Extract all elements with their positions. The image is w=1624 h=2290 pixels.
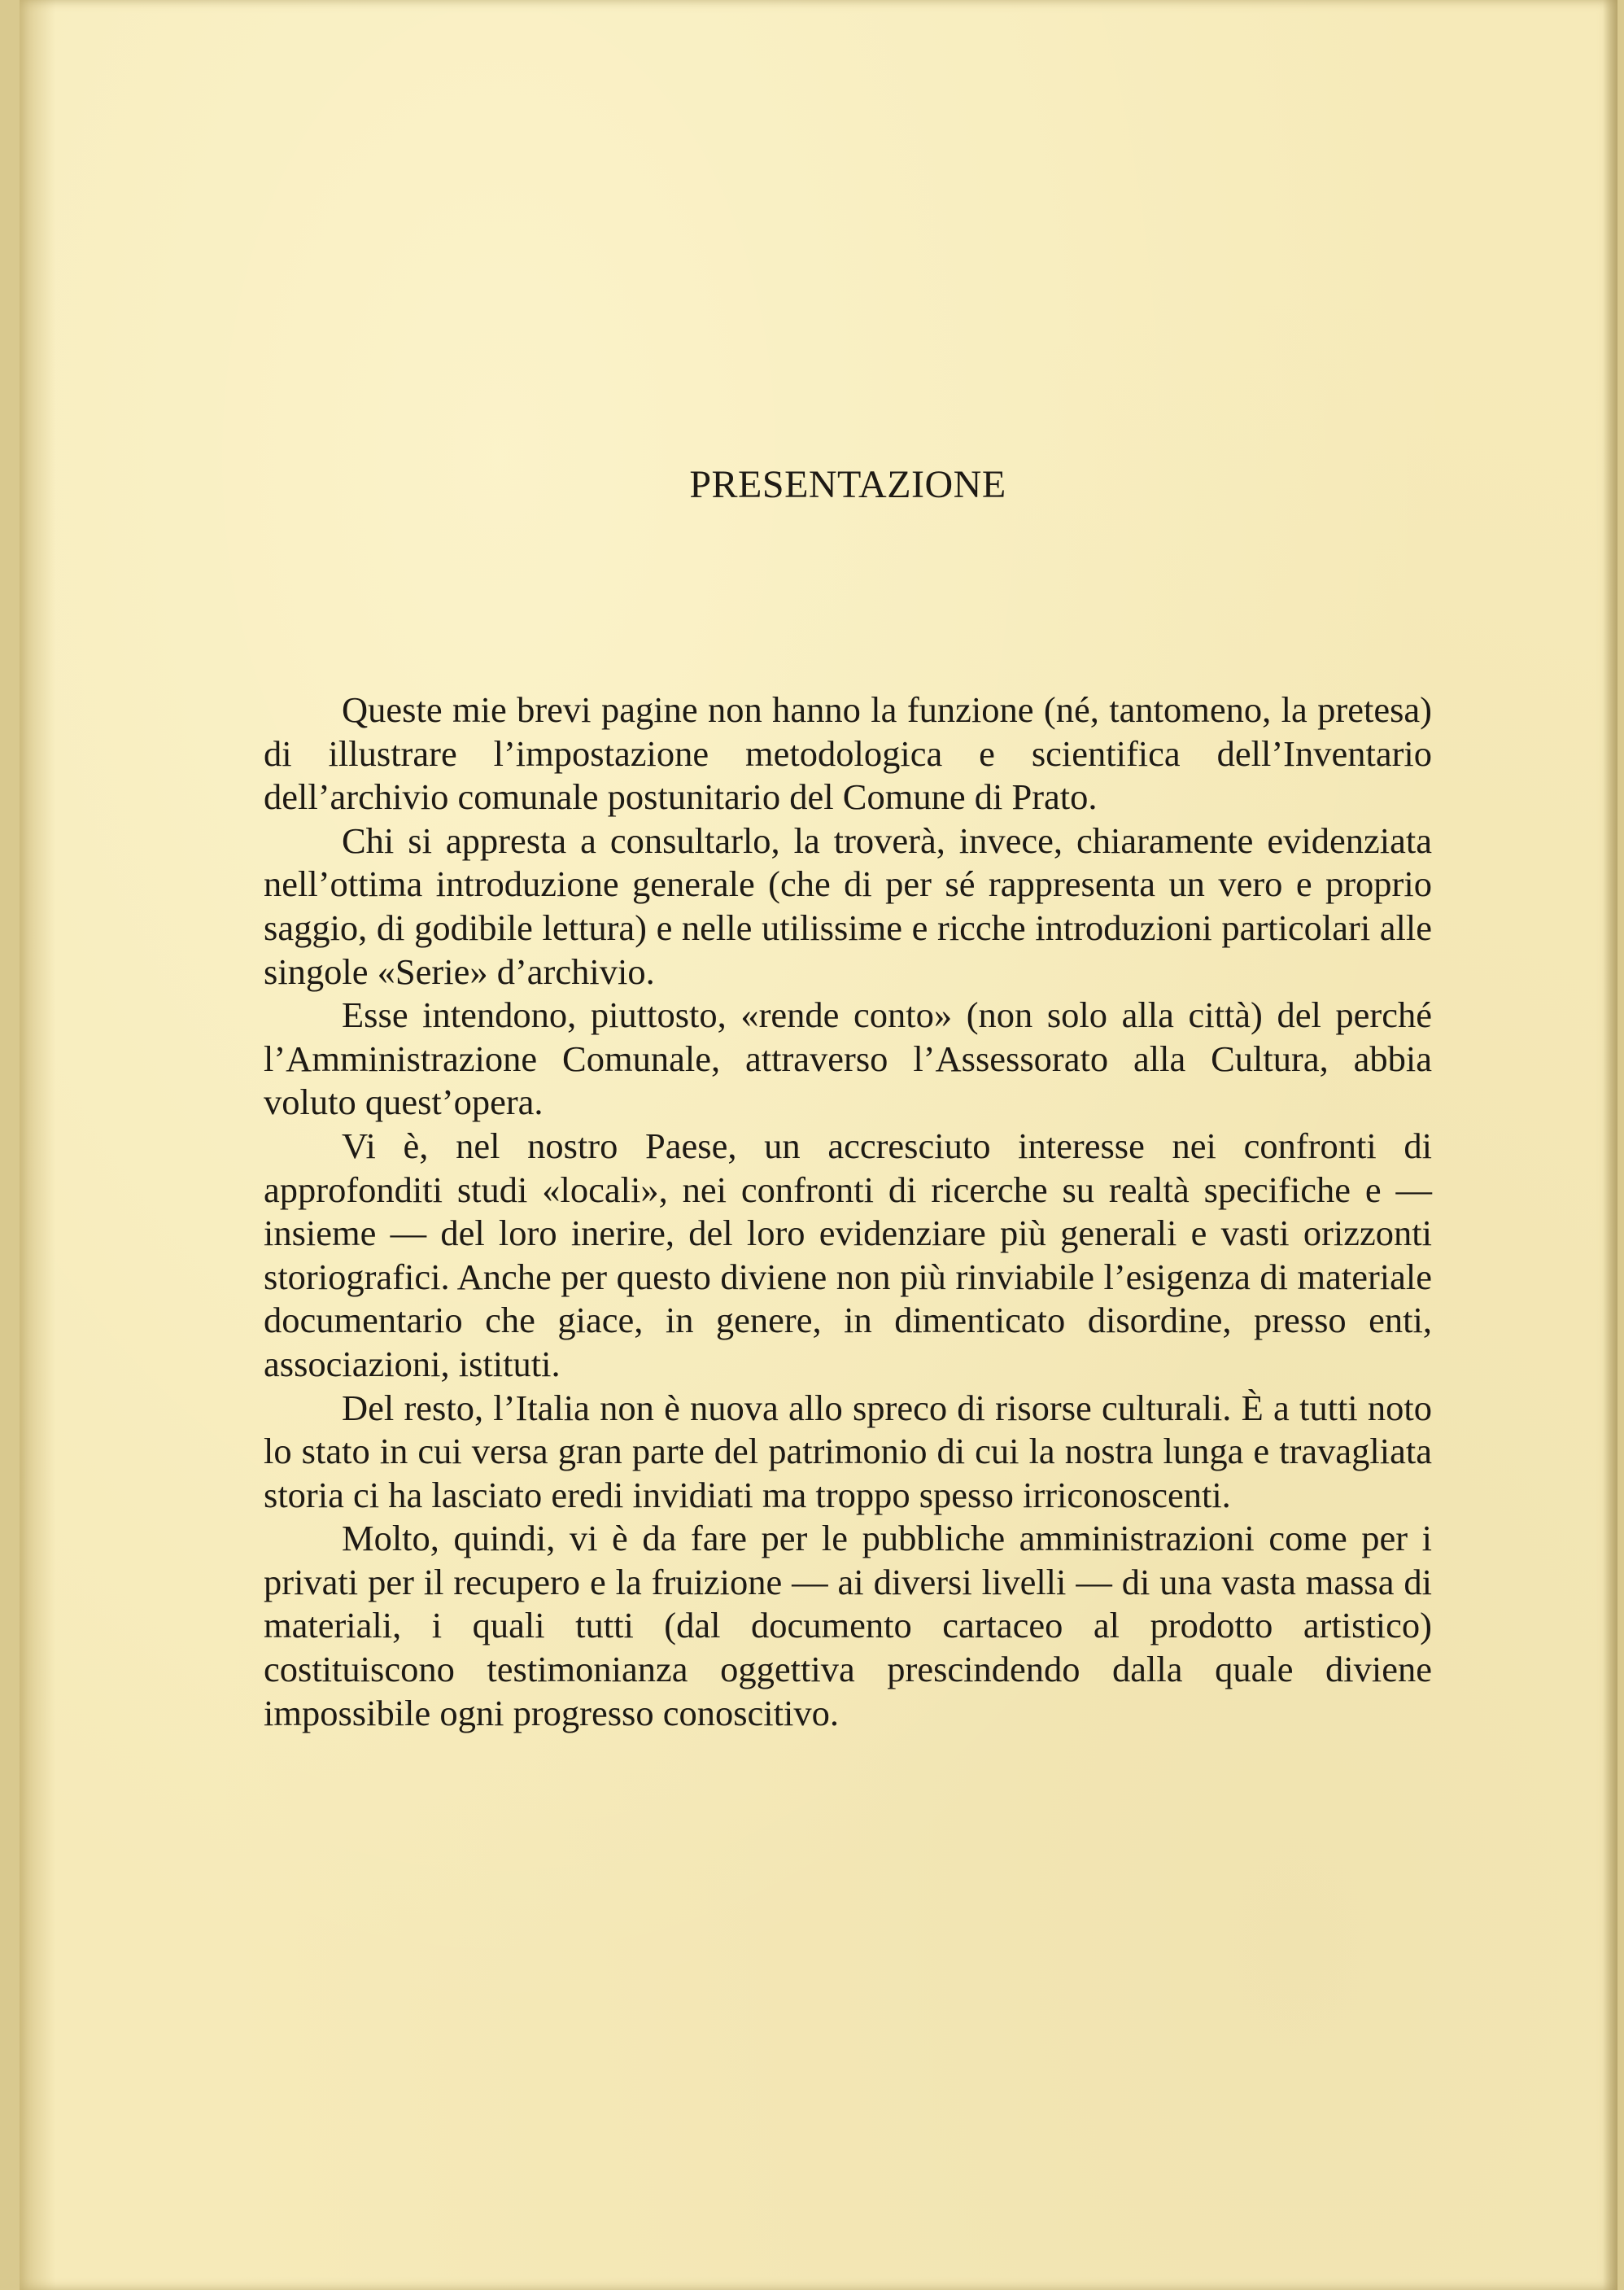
paragraph-3: Esse intendono, piuttosto, «rende conto» (non solo alla città) del perché l’Amministrazione Comunale, attraverso l’Assessorato alla Cultura, abbia voluto quest’opera. <box>264 994 1432 1123</box>
paragraph-1: Queste mie brevi pagine non hanno la funzione (né, tantomeno, la pretesa) di illustrare l’impostazione metodologica e scientifica dell’Inventario dell’archivio comunale postunitario del Comune di Prato. <box>264 689 1432 818</box>
paragraph-6: Molto, quindi, vi è da fare per le pubbliche amministrazioni come per i privati per il recupero e la fruizione — ai diversi livelli — di una vasta massa di materiali, i quali tutti (dal documento cartaceo al prodotto artistico) costituiscono testimonianza oggettiva prescindendo dalla quale diviene impossibile ogni progresso conoscitivo. <box>264 1518 1432 1733</box>
page-sheet <box>20 0 1617 2290</box>
body-text <box>264 688 1432 1735</box>
paragraph-2: Chi si appresta a consultarlo, la troverà, invece, chiaramente evidenziata nell’ottima introduzione generale (che di per sé rappresenta un vero e proprio saggio, di godibile lettura) e nelle utilissime e ricche introduzioni particolari alle singole «Serie» d’archivio. <box>264 819 1432 992</box>
paragraph-5: Del resto, l’Italia non è nuova allo spreco di risorse culturali. È a tutti noto lo stato in cui versa gran parte del patrimonio di cui la nostra lunga e travagliata storia ci ha lasciato eredi invidiati ma troppo spesso irriconoscenti. <box>264 1387 1432 1515</box>
page-title: PRESENTAZIONE <box>689 463 1006 506</box>
spine-shadow <box>20 0 55 2290</box>
paragraph-4: Vi è, nel nostro Paese, un accresciuto interesse nei confronti di approfonditi studi «locali», nei confronti di ricerche su realtà specifiche e — insieme — del loro inerire, del loro evidenziare più generali e vasti orizzonti storiografici. Anche per questo diviene non più rinviabile l’esigenza di materiale documentario che giace, in genere, in dimenticato disordine, presso enti, associazioni, istituti. <box>264 1125 1432 1384</box>
page-edge <box>1603 0 1617 2290</box>
